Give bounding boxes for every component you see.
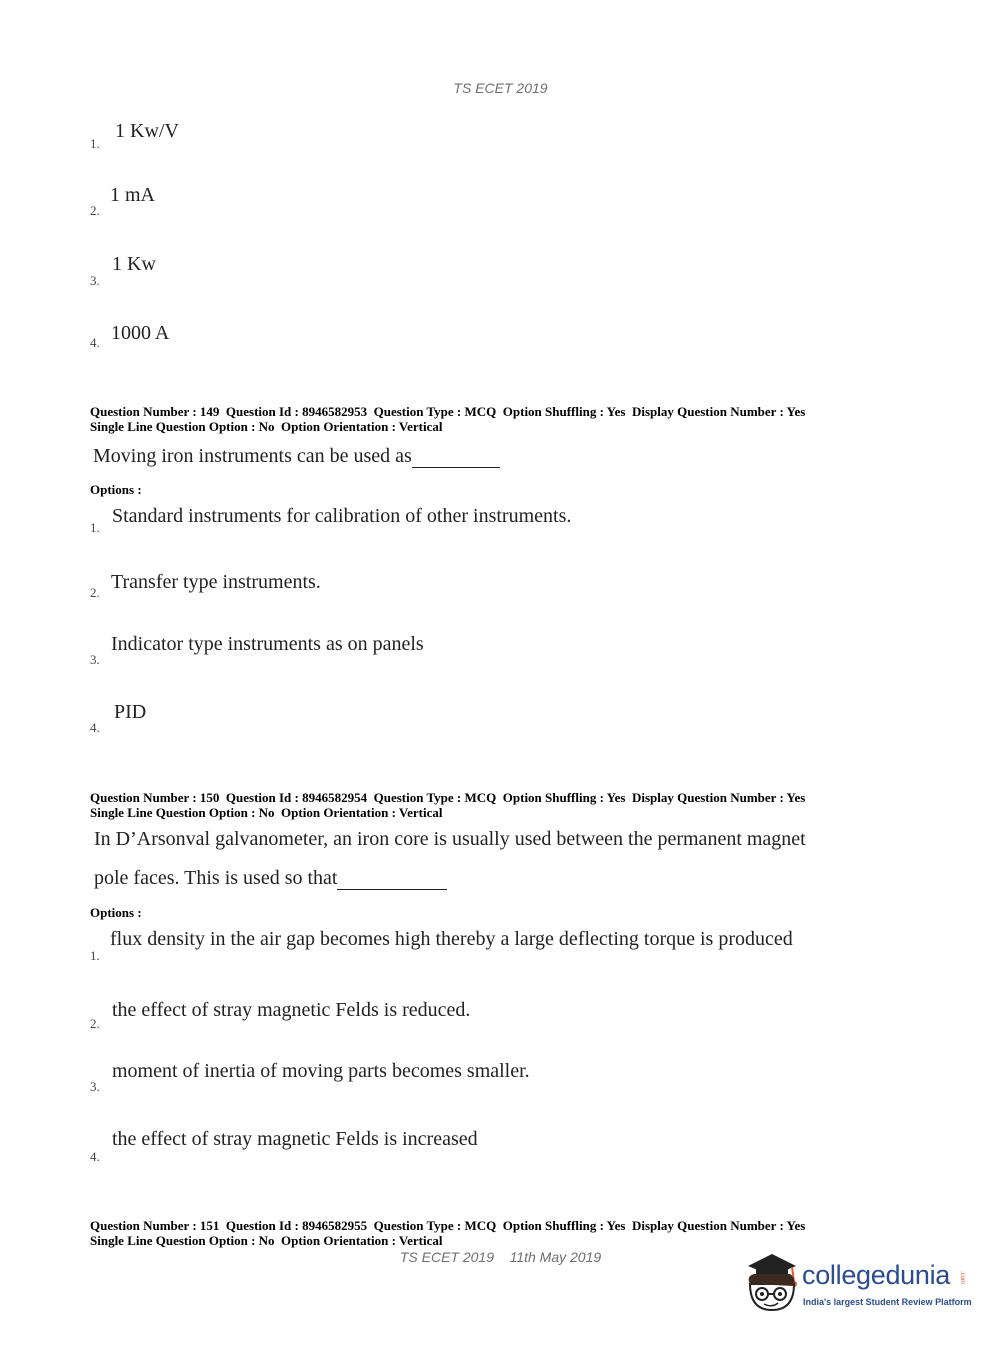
- option-text: the effect of stray magnetic Felds is reduced.: [112, 999, 471, 1021]
- question-stem: [93, 445, 500, 468]
- collegedunia-logo: [742, 1250, 972, 1320]
- question-text: In D’Arsonval galvanometer, an iron core is usually used between the permanent magnet: [94, 828, 806, 850]
- options-label: Options :: [90, 905, 142, 920]
- logo-tagline: India's largest Student Review Platform: [803, 1297, 972, 1307]
- option-number: 2.: [90, 203, 100, 218]
- option-number: 3.: [90, 1079, 100, 1094]
- footer-date: 11th May 2019: [509, 1249, 602, 1265]
- option-text: the effect of stray magnetic Felds is increased: [112, 1128, 478, 1150]
- options-label: Options :: [90, 482, 142, 497]
- mascot-icon: [742, 1250, 800, 1316]
- option-text: Transfer type instruments.: [111, 571, 321, 593]
- option-number: 1.: [90, 948, 100, 963]
- option-text: PID: [114, 701, 147, 723]
- option-text: 1 Kw/V: [115, 120, 179, 142]
- answer-blank: [412, 447, 500, 468]
- question-meta: Single Line Question Option : No Option Orientation : Vertical: [90, 805, 443, 820]
- question-meta: Single Line Question Option : No Option Orientation : Vertical: [90, 1233, 443, 1248]
- option-text: 1000 A: [111, 322, 170, 344]
- option-number: 4.: [90, 1149, 100, 1164]
- question-text: Moving iron instruments can be used as: [93, 445, 412, 467]
- option-number: 3.: [90, 273, 100, 288]
- option-number: 1.: [90, 136, 100, 151]
- option-number: 2.: [90, 585, 100, 600]
- question-text: pole faces. This is used so that: [94, 867, 338, 889]
- option-number: 2.: [90, 1016, 100, 1031]
- option-text: flux density in the air gap becomes high thereby a large deflecting torque is produced: [110, 928, 793, 950]
- page-header: TS ECET 2019: [453, 80, 548, 96]
- option-text: Standard instruments for calibration of other instruments.: [112, 505, 572, 527]
- option-text: 1 Kw: [112, 253, 156, 275]
- option-text: Indicator type instruments as on panels: [111, 633, 424, 655]
- option-text: 1 mA: [110, 184, 155, 206]
- option-number: 1.: [90, 520, 100, 535]
- option-number: 4.: [90, 335, 100, 350]
- answer-blank: [337, 869, 447, 890]
- footer-exam: TS ECET 2019: [399, 1249, 494, 1265]
- logo-suffix: .com: [959, 1271, 965, 1285]
- question-meta: Single Line Question Option : No Option Orientation : Vertical: [90, 419, 443, 434]
- question-meta: Question Number : 151 Question Id : 8946582955 Question Type : MCQ Option Shuffling : Yes Display Question Number : Yes: [90, 1218, 806, 1233]
- question-meta: Question Number : 150 Question Id : 8946582954 Question Type : MCQ Option Shuffling : Yes Display Question Number : Yes: [90, 790, 806, 805]
- logo-name: collegedunia: [802, 1260, 951, 1290]
- question-meta: Question Number : 149 Question Id : 8946582953 Question Type : MCQ Option Shuffling : Yes Display Question Number : Yes: [90, 404, 806, 419]
- option-number: 3.: [90, 652, 100, 667]
- question-stem: [94, 867, 447, 890]
- option-number: 4.: [90, 720, 100, 735]
- option-text: moment of inertia of moving parts becomes smaller.: [112, 1060, 530, 1082]
